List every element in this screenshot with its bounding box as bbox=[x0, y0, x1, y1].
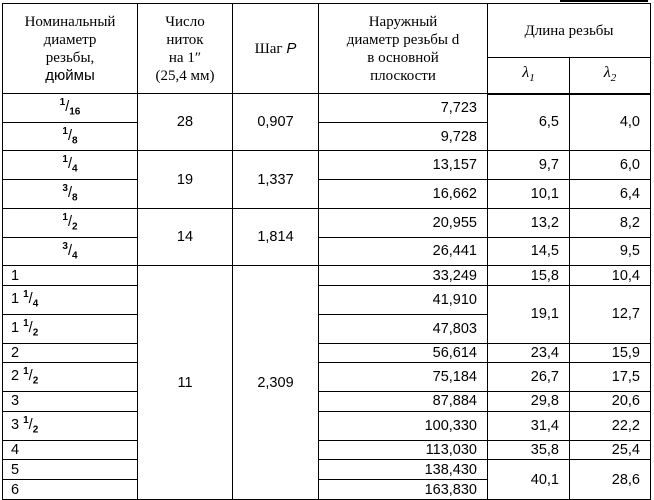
nominal-denominator: 4 bbox=[72, 164, 78, 176]
nominal-whole: 1 bbox=[11, 267, 20, 284]
length-lambda2: 22,2 bbox=[570, 411, 651, 440]
nominal-size: 2 $^1/_2$ bbox=[3, 363, 138, 392]
pitch-value: 1,814 bbox=[233, 208, 319, 265]
table-row bbox=[3, 363, 651, 392]
header-line: в основной bbox=[367, 49, 439, 66]
header-line: резьбы, bbox=[45, 49, 95, 66]
nominal-denominator: 8 bbox=[72, 192, 78, 204]
threads-per-inch: 19 bbox=[138, 151, 233, 208]
nominal-size bbox=[3, 343, 138, 363]
table-row bbox=[3, 392, 651, 412]
table-row bbox=[3, 208, 651, 237]
outer-diameter: 41,910 bbox=[319, 286, 488, 315]
table-row bbox=[3, 266, 651, 286]
nominal-size bbox=[3, 460, 138, 480]
nominal-whole: 1 bbox=[11, 290, 20, 307]
nominal-size: $^1/_{16}$ bbox=[3, 94, 138, 123]
outer-diameter: 20,955 bbox=[319, 208, 488, 237]
lambda2-symbol: λ bbox=[603, 63, 611, 81]
length-lambda1: 29,8 bbox=[488, 392, 570, 412]
nominal-numerator: 3 bbox=[62, 183, 68, 195]
nominal-numerator: 1 bbox=[23, 289, 29, 301]
nominal-numerator: 1 bbox=[23, 317, 29, 329]
nominal-size bbox=[3, 480, 138, 500]
nominal-size bbox=[3, 440, 138, 460]
table-row bbox=[3, 94, 651, 123]
lambda2-subscript: 2 bbox=[610, 71, 617, 84]
header-line: (25,4 мм) bbox=[155, 67, 215, 84]
nominal-whole: 1 bbox=[11, 319, 20, 336]
nominal-size: $^1/_4$ bbox=[3, 151, 138, 180]
outer-diameter: 16,662 bbox=[319, 180, 488, 209]
length-lambda1: 19,1 bbox=[488, 286, 570, 343]
nominal-whole: 3 bbox=[11, 393, 20, 410]
header-line: Номинальный bbox=[24, 13, 116, 30]
outer-diameter: 26,441 bbox=[319, 237, 488, 266]
table-body bbox=[3, 94, 651, 500]
header-lambda2 bbox=[570, 58, 651, 94]
nominal-denominator: 2 bbox=[32, 424, 39, 436]
table-row bbox=[3, 343, 651, 363]
header-outer-diameter bbox=[319, 4, 488, 94]
length-lambda2: 8,2 bbox=[570, 208, 651, 237]
length-lambda1: 35,8 bbox=[488, 440, 570, 460]
nominal-denominator: 4 bbox=[72, 250, 78, 262]
header-pitch-label: Шаг bbox=[254, 40, 287, 57]
length-lambda2: 6,0 bbox=[570, 151, 651, 180]
length-lambda2: 28,6 bbox=[570, 460, 651, 500]
header-thread-length: Длина резьбы bbox=[488, 4, 651, 58]
nominal-size: 3 $^1/_2$ bbox=[3, 411, 138, 440]
outer-diameter: 163,830 bbox=[319, 480, 488, 500]
header-line: Наружный bbox=[368, 13, 438, 30]
length-lambda1: 31,4 bbox=[488, 411, 570, 440]
header-line: диаметр резьбы d bbox=[346, 31, 460, 48]
length-lambda2: 25,4 bbox=[570, 440, 651, 460]
nominal-denominator: 2 bbox=[32, 376, 39, 388]
outer-diameter: 113,030 bbox=[319, 440, 488, 460]
table-row bbox=[3, 286, 651, 315]
pitch-value: 2,309 bbox=[233, 266, 319, 500]
nominal-size: $^3/_8$ bbox=[3, 180, 138, 209]
nominal-denominator: 2 bbox=[32, 327, 39, 339]
table-row bbox=[3, 411, 651, 440]
outer-diameter: 9,728 bbox=[319, 122, 488, 151]
threads-per-inch: 28 bbox=[138, 94, 233, 151]
lambda1-subscript: 1 bbox=[529, 71, 535, 84]
nominal-whole: 5 bbox=[11, 461, 20, 478]
table-row bbox=[3, 151, 651, 180]
length-lambda1: 14,5 bbox=[488, 237, 570, 266]
nominal-numerator: 1 bbox=[23, 414, 29, 426]
nominal-numerator: 3 bbox=[62, 240, 68, 252]
pipe-thread-table bbox=[2, 3, 651, 500]
header-line: плоскости bbox=[370, 67, 436, 84]
header-line: дюймы bbox=[45, 66, 95, 84]
nominal-numerator: 1 bbox=[23, 366, 29, 378]
header-pitch bbox=[233, 4, 319, 94]
length-lambda1: 40,1 bbox=[488, 460, 570, 500]
length-lambda2: 20,6 bbox=[570, 392, 651, 412]
header-line: диаметр bbox=[43, 31, 97, 48]
nominal-whole: 3 bbox=[11, 416, 20, 433]
outer-diameter: 100,330 bbox=[319, 411, 488, 440]
length-lambda2: 9,5 bbox=[570, 237, 651, 266]
table-row bbox=[3, 180, 651, 209]
nominal-whole: 6 bbox=[11, 481, 20, 498]
nominal-size bbox=[3, 392, 138, 412]
lambda1-symbol: λ bbox=[522, 63, 530, 81]
nominal-whole: 4 bbox=[11, 441, 20, 458]
header-pitch-symbol: P bbox=[286, 39, 297, 57]
nominal-denominator: 16 bbox=[69, 106, 81, 118]
nominal-denominator: 4 bbox=[32, 298, 39, 310]
length-lambda1: 13,2 bbox=[488, 208, 570, 237]
nominal-denominator: 2 bbox=[72, 221, 78, 233]
nominal-denominator: 8 bbox=[72, 135, 78, 147]
table-row bbox=[3, 237, 651, 266]
header-line: на 1″ bbox=[168, 49, 202, 66]
table-row bbox=[3, 440, 651, 460]
nominal-size: 1 $^1/_4$ bbox=[3, 286, 138, 315]
length-lambda2: 15,9 bbox=[570, 343, 651, 363]
length-lambda1: 26,7 bbox=[488, 363, 570, 392]
header-line: ниток bbox=[166, 31, 204, 48]
outer-diameter: 138,430 bbox=[319, 460, 488, 480]
nominal-whole: 2 bbox=[11, 368, 20, 385]
nominal-numerator: 1 bbox=[62, 125, 68, 137]
outer-diameter: 87,884 bbox=[319, 392, 488, 412]
nominal-whole: 2 bbox=[11, 344, 20, 361]
nominal-size bbox=[3, 266, 138, 286]
top-rule bbox=[560, 0, 648, 2]
length-lambda2: 17,5 bbox=[570, 363, 651, 392]
length-lambda2: 10,4 bbox=[570, 266, 651, 286]
table-row bbox=[3, 460, 651, 480]
header-threads-per-inch bbox=[138, 4, 233, 94]
length-lambda1: 9,7 bbox=[488, 151, 570, 180]
length-lambda1: 10,1 bbox=[488, 180, 570, 209]
pitch-value: 0,907 bbox=[233, 94, 319, 151]
pitch-value: 1,337 bbox=[233, 151, 319, 208]
length-lambda2: 12,7 bbox=[570, 286, 651, 343]
nominal-size: $^1/_8$ bbox=[3, 122, 138, 151]
nominal-size: $^3/_4$ bbox=[3, 237, 138, 266]
header-nominal-diameter bbox=[3, 4, 138, 94]
header-lambda1 bbox=[488, 58, 570, 94]
threads-per-inch: 14 bbox=[138, 208, 233, 265]
nominal-size: $^1/_2$ bbox=[3, 208, 138, 237]
outer-diameter: 56,614 bbox=[319, 343, 488, 363]
outer-diameter: 7,723 bbox=[319, 94, 488, 123]
length-lambda2: 6,4 bbox=[570, 180, 651, 209]
header-line: Число bbox=[165, 13, 205, 30]
nominal-size: 1 $^1/_2$ bbox=[3, 314, 138, 343]
outer-diameter: 75,184 bbox=[319, 363, 488, 392]
nominal-numerator: 1 bbox=[62, 211, 68, 223]
outer-diameter: 33,249 bbox=[319, 266, 488, 286]
length-lambda1: 15,8 bbox=[488, 266, 570, 286]
nominal-numerator: 1 bbox=[59, 97, 66, 108]
outer-diameter: 47,803 bbox=[319, 314, 488, 343]
threads-per-inch: 11 bbox=[138, 266, 233, 500]
outer-diameter: 13,157 bbox=[319, 151, 488, 180]
nominal-numerator: 1 bbox=[62, 154, 68, 166]
length-lambda2: 4,0 bbox=[570, 94, 651, 151]
length-lambda1: 23,4 bbox=[488, 343, 570, 363]
length-lambda1: 6,5 bbox=[488, 94, 570, 151]
